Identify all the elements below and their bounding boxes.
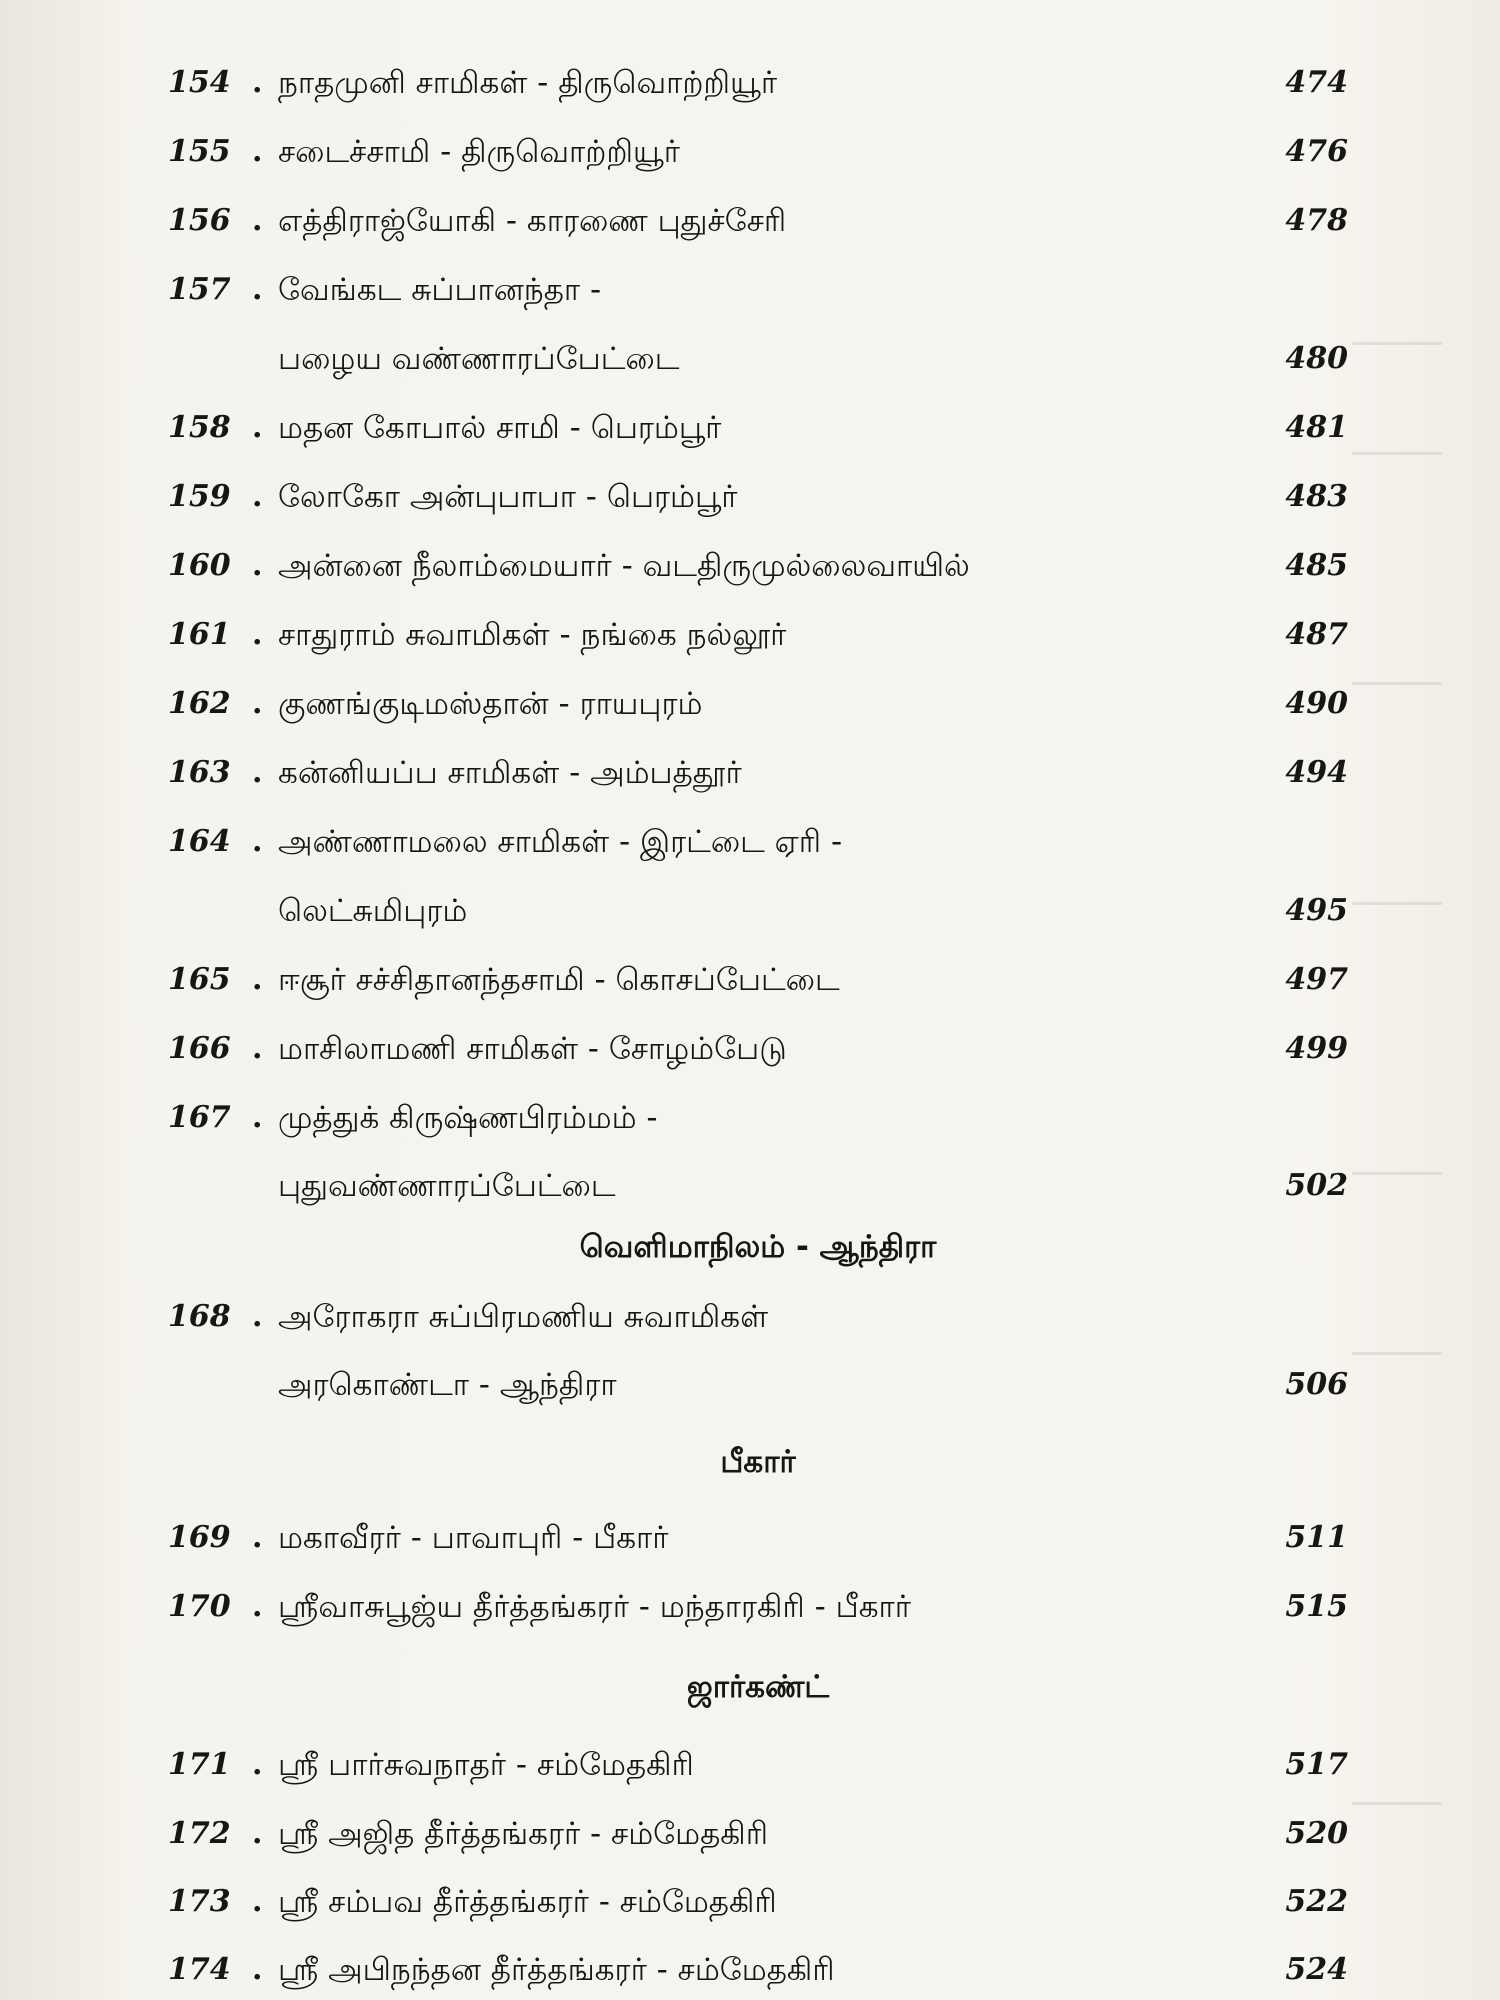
show-through-mark: [1352, 660, 1442, 685]
entry-title: மாசிலாமணி சாமிகள் - சோழம்பேடு: [278, 1031, 787, 1067]
entry-page-number: 474: [1285, 65, 1348, 100]
entry-title: ஸ்ரீ பார்சுவநாதர் - சம்மேதகிரி: [278, 1747, 694, 1783]
entry-number: 172: [168, 1816, 231, 1851]
toc-entry: 162 . குணங்குடிமஸ்தான் - ராயபுரம் 490: [168, 678, 1348, 730]
show-through-mark: [1352, 1330, 1442, 1355]
toc-entry: 156 . எத்திராஜ்யோகி - காரணை புதுச்சேரி 478: [168, 195, 1348, 247]
toc-entry: 163 . கன்னியப்ப சாமிகள் - அம்பத்தூர் 494: [168, 747, 1348, 799]
entry-title: வேங்கட சுப்பானந்தா -: [278, 272, 602, 308]
toc-entry: 165 . ஈசூர் சச்சிதானந்தசாமி - கொசப்பேட்டை 497: [168, 954, 1348, 1006]
entry-title: நாதமுனி சாமிகள் - திருவொற்றியூர்: [278, 65, 778, 101]
entry-title: ஸ்ரீ அபிநந்தன தீர்த்தங்கரர் - சம்மேதகிரி: [278, 1952, 835, 1988]
toc-entry: 154 . நாதமுனி சாமிகள் - திருவொற்றியூர் 474: [168, 57, 1348, 109]
entry-number: 155: [168, 134, 231, 169]
entry-title: அன்னை நீலாம்மையார் - வடதிருமுல்லைவாயில்: [278, 548, 970, 584]
entry-title: முத்துக் கிருஷ்ணபிரம்மம் -: [278, 1100, 658, 1136]
entry-page-number: 476: [1285, 134, 1348, 169]
toc-entry: 157 . வேங்கட சுப்பானந்தா -: [168, 264, 1348, 316]
toc-entry: 161 . சாதுராம் சுவாமிகள் - நங்கை நல்லூர் 487: [168, 609, 1348, 661]
entry-page-number: 483: [1285, 479, 1348, 514]
entry-page-number: 524: [1285, 1952, 1348, 1987]
section-heading-jharkhand: ஜார்கண்ட்: [686, 1669, 830, 1705]
toc-entry-continuation: [168, 1359, 1348, 1411]
entry-number: 164: [168, 824, 231, 859]
entry-number: 157: [168, 272, 231, 307]
entry-number: 170: [168, 1589, 231, 1624]
entry-number: 154: [168, 65, 231, 100]
entry-title-continued: அரகொண்டா - ஆந்திரா: [278, 1367, 617, 1403]
entry-number: 173: [168, 1884, 231, 1919]
entry-page-number: 485: [1285, 548, 1348, 583]
entry-title: லோகோ அன்புபாபா - பெரம்பூர்: [278, 479, 738, 515]
toc-entry: 169 . மகாவீரர் - பாவாபுரி - பீகார் 511: [168, 1512, 1348, 1564]
toc-entry-continuation: [168, 333, 1348, 385]
entry-number: 167: [168, 1100, 231, 1135]
toc-entry-continuation: [168, 1160, 1348, 1212]
entry-title: ஸ்ரீவாசுபூஜ்ய தீர்த்தங்கரர் - மந்தாரகிரி - பீகார்: [278, 1589, 911, 1625]
toc-entry: 172 . ஸ்ரீ அஜித தீர்த்தங்கரர் - சம்மேதகிரி 520: [168, 1808, 1348, 1860]
entry-number: 165: [168, 962, 231, 997]
entry-page-number: 517: [1285, 1747, 1348, 1782]
entry-page-number: 499: [1285, 1031, 1348, 1066]
show-through-mark: [1352, 320, 1442, 345]
entry-title: ஈசூர் சச்சிதானந்தசாமி - கொசப்பேட்டை: [278, 962, 840, 998]
show-through-mark: [1352, 880, 1442, 905]
entry-page-number: 480: [1285, 341, 1348, 376]
entry-title: மகாவீரர் - பாவாபுரி - பீகார்: [278, 1520, 669, 1556]
entry-page-number: 506: [1285, 1367, 1348, 1402]
entry-title-continued: புதுவண்ணாரப்பேட்டை: [278, 1168, 616, 1204]
entry-title: கன்னியப்ப சாமிகள் - அம்பத்தூர்: [278, 755, 742, 791]
entry-page-number: 478: [1285, 203, 1348, 238]
entry-page-number: 502: [1285, 1168, 1348, 1203]
entry-page-number: 515: [1285, 1589, 1348, 1624]
toc-entry: 164 . அண்ணாமலை சாமிகள் - இரட்டை ஏரி -: [168, 816, 1348, 868]
entry-number: 161: [168, 617, 231, 652]
toc-entry: 173 . ஸ்ரீ சம்பவ தீர்த்தங்கரர் - சம்மேதகிரி 522: [168, 1876, 1348, 1928]
entry-number: 168: [168, 1299, 231, 1334]
entry-number: 169: [168, 1520, 231, 1555]
entry-number: 158: [168, 410, 231, 445]
toc-entry: 168 . அரோகரா சுப்பிரமணிய சுவாமிகள்: [168, 1291, 1348, 1343]
entry-title: ஸ்ரீ அஜித தீர்த்தங்கரர் - சம்மேதகிரி: [278, 1816, 769, 1852]
toc-entry: 174 . ஸ்ரீ அபிநந்தன தீர்த்தங்கரர் - சம்மேதகிரி 524: [168, 1944, 1348, 1996]
entry-page-number: 522: [1285, 1884, 1348, 1919]
toc-entry: 167 . முத்துக் கிருஷ்ணபிரம்மம் -: [168, 1092, 1348, 1144]
toc-entry: 171 . ஸ்ரீ பார்சுவநாதர் - சம்மேதகிரி 517: [168, 1739, 1348, 1791]
entry-page-number: 494: [1285, 755, 1348, 790]
entry-number: 162: [168, 686, 231, 721]
entry-title: சடைச்சாமி - திருவொற்றியூர்: [278, 134, 680, 170]
entry-title: மதன கோபால் சாமி - பெரம்பூர்: [278, 410, 722, 446]
toc-entry: 160 . அன்னை நீலாம்மையார் - வடதிருமுல்லைவாயில் 485: [168, 540, 1348, 592]
entry-number: 163: [168, 755, 231, 790]
entry-title-continued: லெட்சுமிபுரம்: [278, 893, 468, 929]
toc-entry: 159 . லோகோ அன்புபாபா - பெரம்பூர் 483: [168, 471, 1348, 523]
entry-page-number: 495: [1285, 893, 1348, 928]
entry-number: 156: [168, 203, 231, 238]
show-through-mark: [1352, 430, 1442, 455]
toc-entry: 166 . மாசிலாமணி சாமிகள் - சோழம்பேடு 499: [168, 1023, 1348, 1075]
show-through-mark: [1352, 1150, 1442, 1175]
entry-number: 160: [168, 548, 231, 583]
toc-entry-continuation: [168, 885, 1348, 937]
entry-page-number: 511: [1285, 1520, 1348, 1555]
entry-title: குணங்குடிமஸ்தான் - ராயபுரம்: [278, 686, 703, 722]
entry-title: எத்திராஜ்யோகி - காரணை புதுச்சேரி: [278, 203, 787, 239]
entry-title: அரோகரா சுப்பிரமணிய சுவாமிகள்: [278, 1299, 769, 1335]
entry-number: 166: [168, 1031, 231, 1066]
section-heading-andhra: வெளிமாநிலம் - ஆந்திரா: [579, 1229, 937, 1265]
entry-number: 174: [168, 1952, 231, 1987]
toc-entry: 170 . ஸ்ரீவாசுபூஜ்ய தீர்த்தங்கரர் - மந்தாரகிரி - பீகார் 515: [168, 1581, 1348, 1633]
entry-title: சாதுராம் சுவாமிகள் - நங்கை நல்லூர்: [278, 617, 787, 653]
entry-title: ஸ்ரீ சம்பவ தீர்த்தங்கரர் - சம்மேதகிரி: [278, 1884, 777, 1920]
entry-page-number: 520: [1285, 1816, 1348, 1851]
entry-page-number: 497: [1285, 962, 1348, 997]
toc-entry: 155 . சடைச்சாமி - திருவொற்றியூர் 476: [168, 126, 1348, 178]
entry-number: 159: [168, 479, 231, 514]
show-through-mark: [1352, 1780, 1442, 1805]
entry-title-continued: பழைய வண்ணாரப்பேட்டை: [278, 341, 680, 377]
entry-page-number: 487: [1285, 617, 1348, 652]
entry-page-number: 490: [1285, 686, 1348, 721]
section-heading-bihar: பீகார்: [720, 1444, 796, 1480]
entry-page-number: 481: [1285, 410, 1348, 445]
toc-entry: 158 . மதன கோபால் சாமி - பெரம்பூர் 481: [168, 402, 1348, 454]
entry-number: 171: [168, 1747, 231, 1782]
entry-title: அண்ணாமலை சாமிகள் - இரட்டை ஏரி -: [278, 824, 843, 860]
